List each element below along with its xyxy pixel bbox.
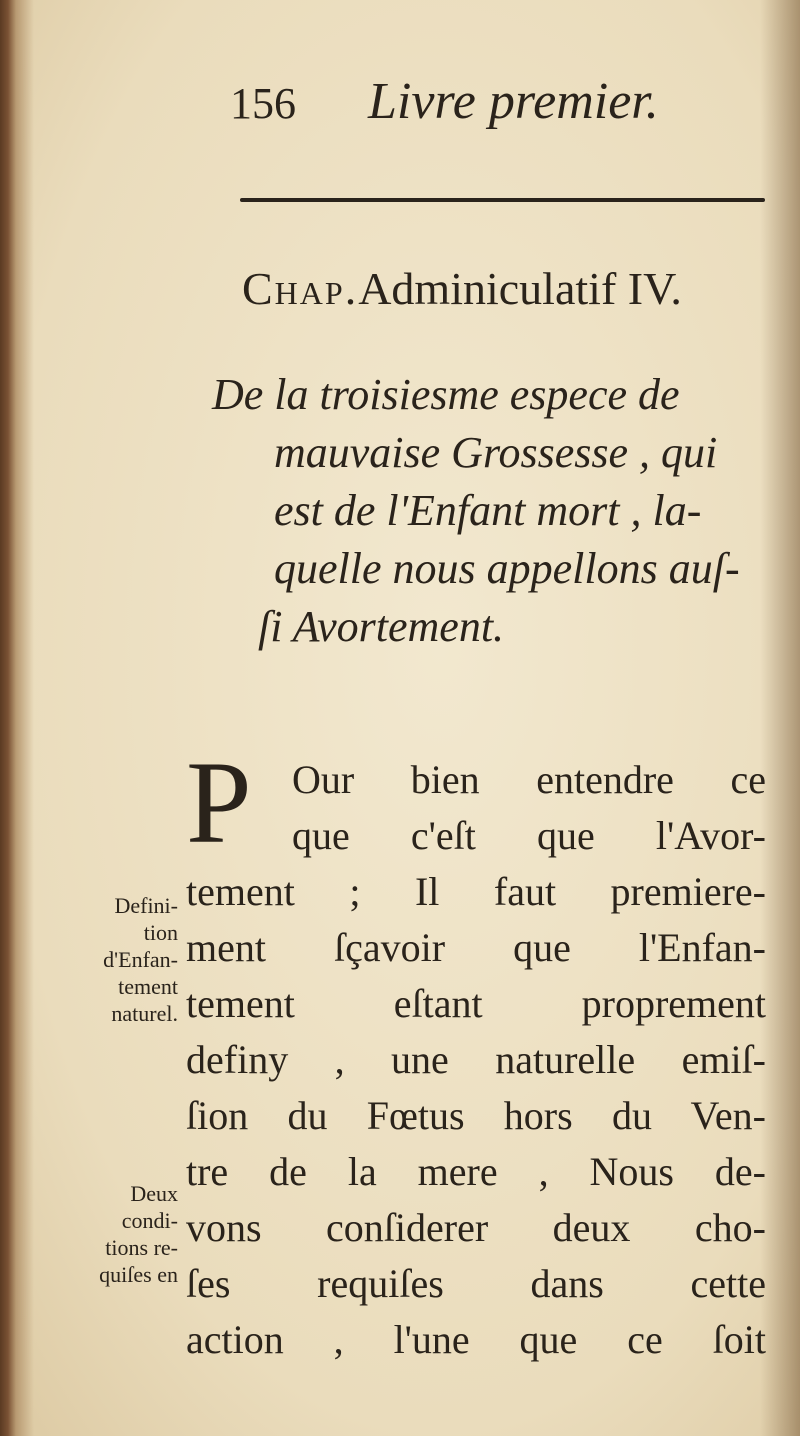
subtitle-line: mauvaise Grossesse , qui — [274, 428, 718, 477]
subtitle-line: ſi Avortement. — [258, 602, 505, 651]
drop-cap: P — [186, 737, 252, 868]
margin-note-line: condi- — [121, 1208, 178, 1233]
body-line: Our bien entendre ce — [292, 757, 766, 802]
header-rule — [240, 198, 765, 202]
running-title: Livre premier. — [368, 73, 659, 130]
chapter-title: Adminiculatif IV. — [358, 263, 682, 314]
margin-note-line: Defini- — [114, 893, 178, 918]
subtitle-line: est de l'Enfant mort , la- — [274, 486, 702, 535]
margin-note-line: naturel. — [111, 1001, 178, 1026]
margin-note-line: quiſes en — [99, 1262, 178, 1287]
margin-note-line: Deux — [130, 1181, 178, 1206]
body-line: ſion du Fœtus hors du Ven- — [186, 1093, 766, 1138]
margin-note-line: d'Enfan- — [103, 947, 178, 972]
running-head — [230, 72, 730, 142]
chapter-label: Chap. — [242, 263, 359, 314]
margin-note — [28, 1180, 178, 1288]
margin-note-line: tement — [118, 974, 178, 999]
body-line: definy , une naturelle emiſ- — [186, 1037, 766, 1082]
chapter-subtitle — [212, 366, 772, 656]
body-line: que c'eſt que l'Avor- — [292, 813, 766, 858]
chapter-heading — [242, 262, 782, 332]
body-line: ſes requiſes dans cette — [186, 1261, 766, 1306]
body-line: tre de la mere , Nous de- — [186, 1149, 766, 1194]
body-line: tement ; Il faut premiere- — [186, 869, 766, 914]
margin-note-line: tions re- — [105, 1235, 178, 1260]
subtitle-line: De la troisiesme espece de — [212, 370, 680, 419]
body-line: vons conſiderer deux cho- — [186, 1205, 766, 1250]
margin-note-line: tion — [143, 920, 178, 945]
body-line: action , l'une que ce ſoit — [186, 1317, 766, 1362]
body-line: tement eſtant proprement — [186, 981, 766, 1026]
subtitle-line: quelle nous appellons auſ- — [274, 544, 740, 593]
body-line: ment ſçavoir que l'Enfan- — [186, 925, 766, 970]
margin-note — [28, 892, 178, 1027]
body-paragraph — [186, 737, 766, 1368]
page-number: 156 — [230, 79, 296, 128]
